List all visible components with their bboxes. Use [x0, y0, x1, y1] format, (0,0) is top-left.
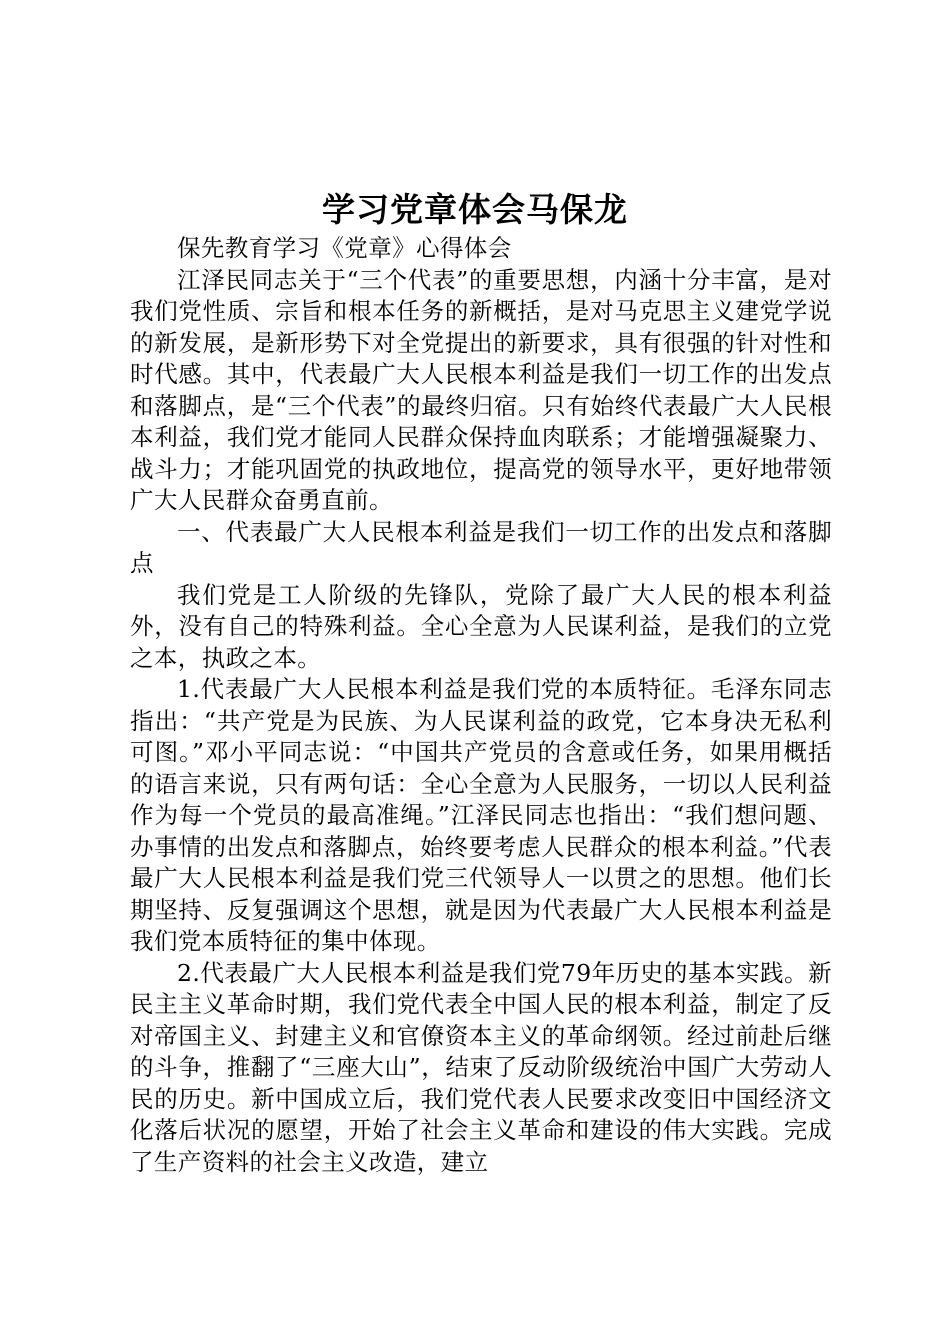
- paragraph: 我们党是工人阶级的先锋队，党除了最广大人民的根本利益外，没有自己的特殊利益。全心全意为人民谋利益，是我们的立党之本，执政之本。: [130, 580, 832, 672]
- paragraph-intro: 江泽民同志关于“三个代表”的重要思想，内涵十分丰富，是对我们党性质、宗旨和根本任务的新概括，是对马克思主义建党学说的新发展，是新形势下对全党提出的新要求，具有很强的针对性和时代感。其中，代表最广大人民根本利益是我们一切工作的出发点和落脚点，是“三个代表”的最终归宿。只有始终代表最广大人民根本利益，我们党才能同人民群众保持血肉联系；才能增强凝聚力、战斗力；才能巩固党的执政地位，提高党的领导水平，更好地带领广大人民群众奋勇直前。: [130, 265, 832, 514]
- paragraph-section-heading: 一、代表最广大人民根本利益是我们一切工作的出发点和落脚点: [130, 517, 832, 577]
- document-body: [130, 233, 832, 1178]
- paragraph: 1.代表最广大人民根本利益是我们党的本质特征。毛泽东同志指出：“共产党是为民族、为人民谋利益的政党，它本身决无私利可图。”邓小平同志说：“中国共产党员的含意或任务，如果用概括的语言来说，只有两句话：全心全意为人民服务，一切以人民利益作为每一个党员的最高准绳。”江泽民同志也指出：“我们想问题、办事情的出发点和落脚点，始终要考虑人民群众的根本利益。”代表最广大人民根本利益是我们党三代领导人一以贯之的思想。他们长期坚持、反复强调这个思想，就是因为代表最广大人民根本利益是我们党本质特征的集中体现。: [130, 675, 832, 955]
- document-title: 学习党章体会马保龙: [322, 190, 628, 229]
- paragraph-subtitle: 保先教育学习《党章》心得体会: [177, 234, 512, 262]
- paragraph: 2.代表最广大人民根本利益是我们党79年历史的基本实践。新民主主义革命时期，我们党代表全中国人民的根本利益，制定了反对帝国主义、封建主义和官僚资本主义的革命纲领。经过前赴后继的斗争，推翻了“三座大山”，结束了反动阶级统治中国广大劳动人民的历史。新中国成立后，我们党代表人民要求改变旧中国经济文化落后状况的愿望，开始了社会主义革命和建设的伟大实践。完成了生产资料的社会主义改造，建立: [130, 958, 832, 1176]
